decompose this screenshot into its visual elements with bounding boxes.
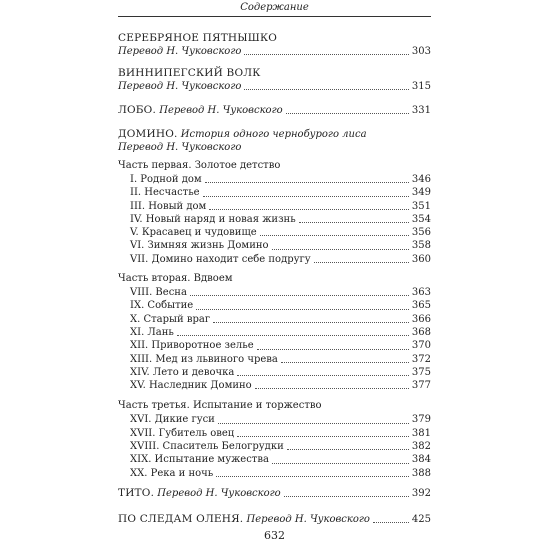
translator-label: Перевод Н. Чуковского <box>118 46 242 57</box>
chapter-row <box>118 253 431 266</box>
translator-label: Перевод Н. Чуковского <box>246 514 370 525</box>
dot-leader <box>218 422 409 424</box>
dot-leader <box>190 294 409 296</box>
part-heading: Часть первая. Золотое детство <box>118 160 281 171</box>
page-ref: 375 <box>411 366 431 378</box>
page-ref: 368 <box>411 326 431 338</box>
translator-label: Перевод Н. Чуковского <box>159 105 283 116</box>
page-ref: 382 <box>411 441 431 453</box>
entry-translator-row <box>118 80 431 93</box>
chapter-row <box>118 299 431 312</box>
translator-label: Перевод Н. Чуковского <box>118 81 242 92</box>
page-ref: 315 <box>411 81 431 92</box>
entry-title: ВИННИПЕГСКИЙ ВОЛК <box>118 67 261 79</box>
translator-label: Перевод Н. Чуковского <box>118 142 242 153</box>
chapter-label: I. Родной дом <box>130 174 202 185</box>
page-ref: 372 <box>411 353 431 365</box>
entry-subtitle: История одного чернобурого лиса <box>180 129 367 140</box>
dot-leader <box>314 261 409 263</box>
part-heading: Часть вторая. Вдвоем <box>118 273 233 285</box>
part-heading: Часть третья. Испытание и торжество <box>118 400 322 412</box>
page-ref: 360 <box>411 253 431 265</box>
page-ref: 331 <box>411 105 431 116</box>
dot-leader <box>287 448 409 450</box>
chapter-label: IX. Событие <box>130 300 194 312</box>
dot-leader <box>196 308 409 310</box>
chapter-label: XIV. Лето и девочка <box>130 366 235 378</box>
chapter-label: III. Новый дом <box>130 200 207 212</box>
entry-title: ПО СЛЕДАМ ОЛЕНЯ. <box>118 513 244 525</box>
chapter-label: XVI. Дикие гуси <box>130 414 215 426</box>
dot-leader <box>257 348 409 350</box>
page-ref: 356 <box>411 227 431 239</box>
dot-leader <box>373 521 409 523</box>
page-ref: 392 <box>411 488 431 499</box>
chapter-row <box>118 453 431 466</box>
chapter-label: VII. Домино находит себе подругу <box>130 253 311 265</box>
chapter-label: VI. Зимняя жизнь Домино <box>130 240 269 252</box>
dot-leader <box>272 462 409 464</box>
chapter-label: XIX. Испытание мужества <box>130 454 269 466</box>
page-ref: 358 <box>411 240 431 252</box>
page-ref: 349 <box>411 187 431 199</box>
chapter-label: XVII. Губитель овец <box>130 427 235 439</box>
toc-entry-domino <box>118 128 431 480</box>
dot-leader <box>284 495 409 497</box>
chapter-row <box>118 339 431 352</box>
entry-title: ЛОБО. <box>118 104 157 116</box>
chapter-label: XVIII. Спаситель Белогрудки <box>130 441 284 453</box>
chapter-row <box>118 213 431 226</box>
chapter-label: VIII. Весна <box>130 287 187 299</box>
dot-leader <box>286 112 409 114</box>
chapter-row <box>118 313 431 326</box>
page-ref: 377 <box>411 380 431 392</box>
page-ref: 346 <box>411 174 431 185</box>
page-ref: 363 <box>411 287 431 299</box>
dot-leader <box>272 248 409 250</box>
chapter-row <box>118 413 431 426</box>
dot-leader <box>177 334 409 336</box>
toc-entry-tito <box>118 487 431 500</box>
toc-entry-lobo <box>118 104 431 117</box>
chapter-label: XI. Лань <box>130 326 174 338</box>
chapter-row <box>118 186 431 199</box>
chapter-label: XII. Приворотное зелье <box>130 340 254 352</box>
page-ref: 384 <box>411 454 431 466</box>
dot-leader <box>237 435 409 437</box>
entry-title: СЕРЕБРЯНОЕ ПЯТНЫШКО <box>118 32 278 44</box>
toc-entry-silverspot <box>118 32 431 58</box>
dot-leader <box>237 374 409 376</box>
domino-parts <box>118 159 431 480</box>
chapter-row <box>118 326 431 339</box>
dot-leader <box>209 208 409 210</box>
page-ref: 351 <box>411 200 431 212</box>
chapter-row <box>118 440 431 453</box>
page-ref: 303 <box>411 46 431 57</box>
chapter-label: XX. Река и ночь <box>130 467 214 479</box>
chapter-row <box>118 200 431 213</box>
entry-title: ДОМИНО. <box>118 128 178 140</box>
chapter-row <box>118 239 431 252</box>
chapter-row <box>118 226 431 239</box>
page-ref: 365 <box>411 300 431 312</box>
chapter-label: XV. Наследник Домино <box>130 380 252 392</box>
entry-title: ТИТО. <box>118 487 155 499</box>
running-header: Содержание <box>118 2 431 17</box>
page-ref: 379 <box>411 414 431 426</box>
chapter-label: XIII. Мед из львиного чрева <box>130 353 278 365</box>
page-ref: 381 <box>411 427 431 439</box>
chapter-label: X. Старый враг <box>130 313 211 325</box>
dot-leader <box>244 88 409 90</box>
dot-leader <box>260 234 409 236</box>
dot-leader <box>205 181 409 183</box>
chapter-row <box>118 366 431 379</box>
dot-leader <box>281 361 409 363</box>
page-ref: 388 <box>411 467 431 479</box>
dot-leader <box>244 53 409 55</box>
dot-leader <box>255 387 409 389</box>
dot-leader <box>213 321 409 323</box>
dot-leader <box>203 195 409 197</box>
page-ref: 354 <box>411 213 431 225</box>
chapter-row <box>118 173 431 186</box>
translator-label: Перевод Н. Чуковского <box>157 488 281 499</box>
page-ref: 370 <box>411 340 431 352</box>
chapter-label: II. Несчастье <box>130 187 200 199</box>
toc-page <box>118 0 431 550</box>
page-ref: 366 <box>411 313 431 325</box>
chapter-row <box>118 353 431 366</box>
page-ref: 425 <box>411 514 431 525</box>
chapter-label: V. Красавец и чудовище <box>130 227 257 239</box>
chapter-label: IV. Новый наряд и новая жизнь <box>130 213 296 225</box>
dot-leader <box>216 475 409 477</box>
chapter-row <box>118 286 431 299</box>
entry-translator-row <box>118 45 431 58</box>
dot-leader <box>299 221 409 223</box>
chapter-row <box>118 467 431 480</box>
toc-entry-deer <box>118 513 431 526</box>
chapter-row <box>118 379 431 392</box>
page-number: 632 <box>264 529 285 542</box>
toc-entry-winnipeg-wolf <box>118 67 431 93</box>
chapter-row <box>118 427 431 440</box>
